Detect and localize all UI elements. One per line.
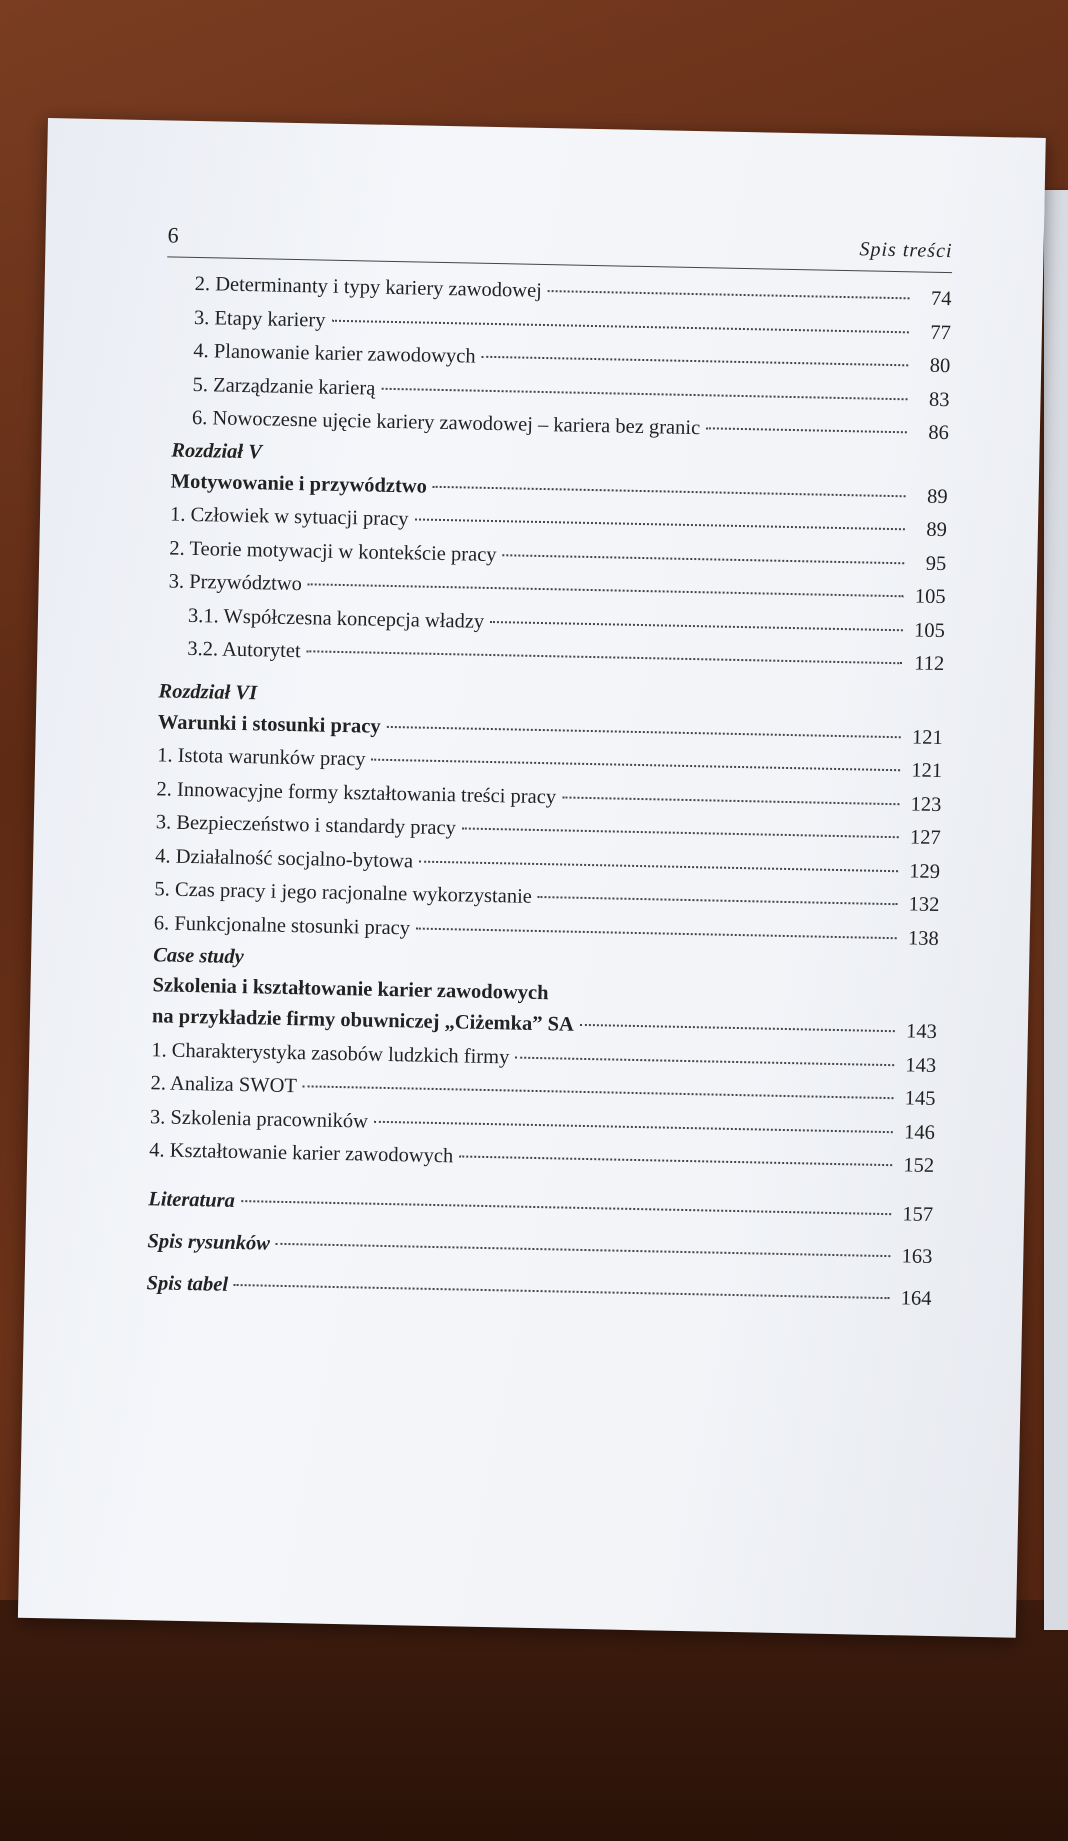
leader-dots xyxy=(303,1085,894,1099)
toc-entry: 5. Czas pracy i jego racjonalne wykorzystanie 132 xyxy=(154,873,940,922)
toc-page-number: 80 xyxy=(929,354,951,378)
back-matter-entry: Spis rysunków 163 xyxy=(147,1220,933,1278)
toc-entry: 4. Kształtowanie karier zawodowych 152 xyxy=(149,1134,935,1183)
leader-dots xyxy=(706,427,907,433)
leader-dots xyxy=(538,896,898,905)
chapter-label: Rozdział V xyxy=(171,439,263,463)
toc-page-number: 121 xyxy=(911,725,943,749)
toc-page-number: 83 xyxy=(928,388,950,411)
leader-dots xyxy=(548,290,910,299)
leader-dots xyxy=(381,387,907,400)
book-page xyxy=(18,118,1046,1638)
leader-dots xyxy=(415,518,905,530)
leader-dots xyxy=(307,650,903,664)
next-page-edge xyxy=(1044,190,1068,1630)
leader-dots xyxy=(387,725,901,737)
toc-page-number: 105 xyxy=(914,585,946,609)
leader-dots xyxy=(462,827,899,838)
leader-dots xyxy=(503,554,905,564)
toc-page-number: 86 xyxy=(928,421,950,445)
chapter-label: Rozdział VI xyxy=(158,679,258,704)
leader-dots xyxy=(331,319,908,333)
toc-entry: 4. Działalność socjalno-bytowa 129 xyxy=(155,840,941,889)
leader-dots xyxy=(276,1242,890,1256)
chapter-title-entry: Motywowanie i przywództwo 89 xyxy=(162,465,948,514)
toc-entry: 3. Przywództwo 105 xyxy=(160,565,946,614)
toc-page-number: 146 xyxy=(903,1120,936,1144)
toc-entry: 2. Teorie motywacji w kontekście pracy 95 xyxy=(161,532,947,581)
leader-dots xyxy=(372,759,901,772)
leader-dots xyxy=(490,620,903,630)
toc-page-number: 127 xyxy=(909,826,941,850)
toc-page-number: 164 xyxy=(900,1286,932,1310)
toc-page-number: 112 xyxy=(914,652,945,676)
toc-entry: 1. Istota warunków pracy 121 xyxy=(157,739,943,788)
toc-page-number: 95 xyxy=(925,552,947,575)
leader-dots xyxy=(580,1024,895,1032)
toc-entry: 6. Nowoczesne ujęcie kariery zawodowej – kariera bez granic 86 xyxy=(164,401,950,450)
toc-page-number: 89 xyxy=(926,485,948,508)
toc-page-number: 132 xyxy=(908,893,940,917)
toc-page-number: 145 xyxy=(904,1087,936,1111)
case-study-title-entry: na przykładzie firmy obuwniczej „Ciżemka” SA 143 xyxy=(152,1000,938,1049)
leader-dots xyxy=(515,1056,894,1066)
leader-dots xyxy=(562,796,899,805)
table-surface xyxy=(0,1600,1068,1841)
toc-entry: 1. Człowiek w sytuacji pracy 89 xyxy=(162,498,948,547)
toc-page-number: 143 xyxy=(905,1020,938,1044)
back-matter-entry: Spis tabel 164 xyxy=(146,1262,932,1320)
toc-page-number: 143 xyxy=(905,1053,937,1077)
toc-page-number: 157 xyxy=(902,1202,934,1226)
toc-page-number: 89 xyxy=(926,518,948,542)
page-number: 6 xyxy=(167,222,179,248)
toc-page-number: 77 xyxy=(930,321,952,344)
toc-page-number: 138 xyxy=(907,926,939,950)
leader-dots xyxy=(234,1283,889,1298)
case-study-title-line: Szkolenia i kształtowanie karier zawodowych xyxy=(152,974,549,1005)
table-of-contents xyxy=(146,220,953,1319)
toc-entry: 4. Planowanie karier zawodowych 80 xyxy=(165,334,951,383)
toc-entry: 3. Etapy kariery 77 xyxy=(166,301,952,350)
leader-dots xyxy=(433,485,906,496)
chapter-title-entry: Warunki i stosunki pracy 121 xyxy=(158,706,944,755)
leader-dots xyxy=(482,356,909,367)
toc-entry: 6. Funkcjonalne stosunki pracy 138 xyxy=(154,907,940,956)
leader-dots xyxy=(308,583,904,597)
toc-entry: 1. Charakterystyka zasobów ludzkich firmy 143 xyxy=(151,1034,937,1083)
page-header xyxy=(167,220,953,273)
toc-subentry: 3.1. Współczesna koncepcja władzy 105 xyxy=(160,599,946,648)
toc-page-number: 74 xyxy=(930,287,952,311)
toc-page-number: 105 xyxy=(913,618,946,642)
toc-entry: 2. Analiza SWOT 145 xyxy=(150,1067,936,1116)
leader-dots xyxy=(416,927,897,939)
leader-dots xyxy=(419,860,898,872)
toc-page-number: 121 xyxy=(911,759,943,783)
toc-page-number: 123 xyxy=(910,792,942,816)
toc-entry: 3. Szkolenia pracowników 146 xyxy=(150,1101,936,1150)
running-title: Spis treści xyxy=(859,238,953,263)
leader-dots xyxy=(459,1155,892,1166)
toc-page-number: 129 xyxy=(909,859,941,883)
toc-page-number: 152 xyxy=(903,1154,935,1177)
toc-entry: 5. Zarządzanie karierą 83 xyxy=(164,368,950,417)
toc-entry: 3. Bezpieczeństwo i standardy pracy 127 xyxy=(156,806,942,855)
toc-subentry: 3.2. Autorytet 112 xyxy=(159,632,945,681)
leader-dots xyxy=(241,1200,891,1215)
back-matter-entry: Literatura 157 xyxy=(148,1178,934,1236)
case-study-label: Case study xyxy=(152,944,244,969)
toc-entry: 2. Determinanty i typy kariery zawodowej 74 xyxy=(166,267,952,316)
leader-dots xyxy=(374,1120,893,1132)
toc-page-number: 163 xyxy=(901,1244,933,1268)
toc-entry: 2. Innowacyjne formy kształtowania treści pracy 123 xyxy=(156,773,942,822)
